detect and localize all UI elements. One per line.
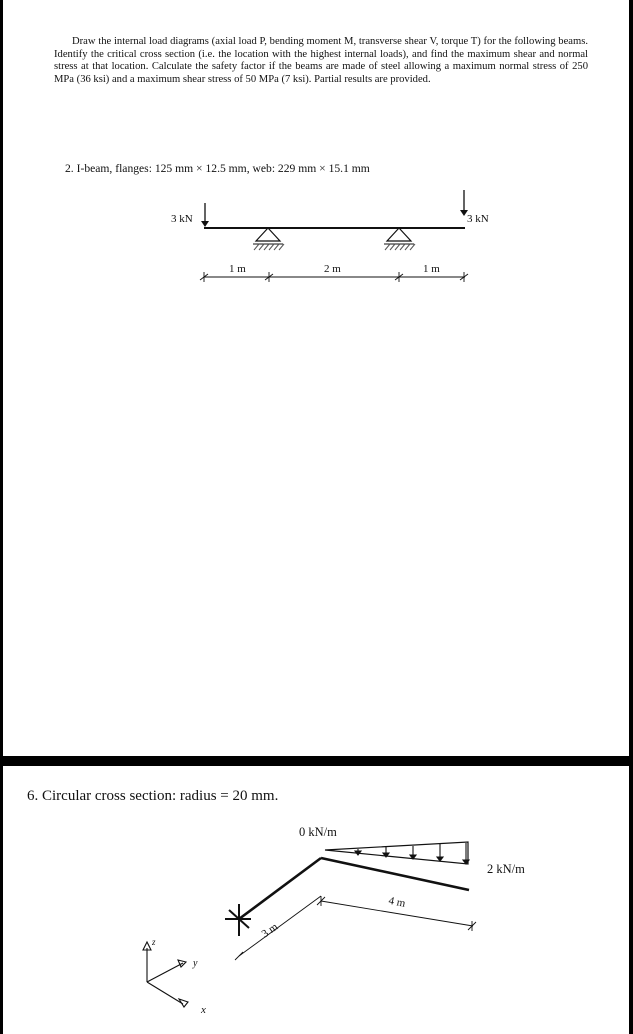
problem-sheet-top [3, 0, 629, 756]
axis-y-label: y [193, 958, 198, 969]
problem-sheet-bottom [3, 766, 629, 1034]
load-right-label: 3 kN [467, 213, 489, 225]
load-end-label: 2 kN/m [487, 862, 525, 876]
len-long-label: 4 m [387, 894, 407, 910]
problem-6-frame-diagram [3, 766, 629, 1034]
axis-x [147, 982, 183, 1004]
intro-paragraph [54, 36, 588, 86]
dim-short-line [239, 896, 321, 956]
member-short [239, 858, 321, 919]
axis-z-label: z [152, 937, 156, 947]
member-long [321, 858, 469, 890]
problem-6-title: 6. Circular cross section: radius = 20 mm. [27, 788, 279, 804]
axis-x-label: x [201, 1004, 206, 1016]
dim-right-label: 1 m [423, 263, 440, 275]
coordinate-axes [143, 942, 188, 1007]
problem-2-title: 2. I-beam, flanges: 125 mm × 12.5 mm, web: 229 mm × 15.1 mm [65, 162, 370, 175]
len-short-label: 3 m [259, 920, 281, 941]
dim-left-label: 1 m [229, 263, 246, 275]
load-left-label: 3 kN [171, 213, 193, 225]
distributed-load-triangle [325, 842, 468, 864]
intro-text: Draw the internal load diagrams (axial load P, bending moment M, transverse shear V, torque T) for the following beams. Identify the critical cross section (i.e. the location with the highest internal loads), and find the maximum shear and normal stress at that location. Calculate the safety factor if the beams are made of steel allowing a maximum normal stress of 250 MPa (36 ksi) and a maximum shear stress of 50 MPa (7 ksi). Partial results are provided. [54, 36, 588, 85]
pin-support-left [253, 228, 284, 250]
pin-support-right [384, 228, 415, 250]
distributed-load-arrows [355, 843, 469, 864]
fixed-support [225, 904, 251, 936]
load-start-label: 0 kN/m [299, 825, 337, 839]
problem-2-beam-diagram [3, 180, 629, 300]
load-arrowhead-left [201, 221, 209, 227]
axis-y [147, 963, 183, 982]
dim-middle-label: 2 m [324, 263, 341, 275]
